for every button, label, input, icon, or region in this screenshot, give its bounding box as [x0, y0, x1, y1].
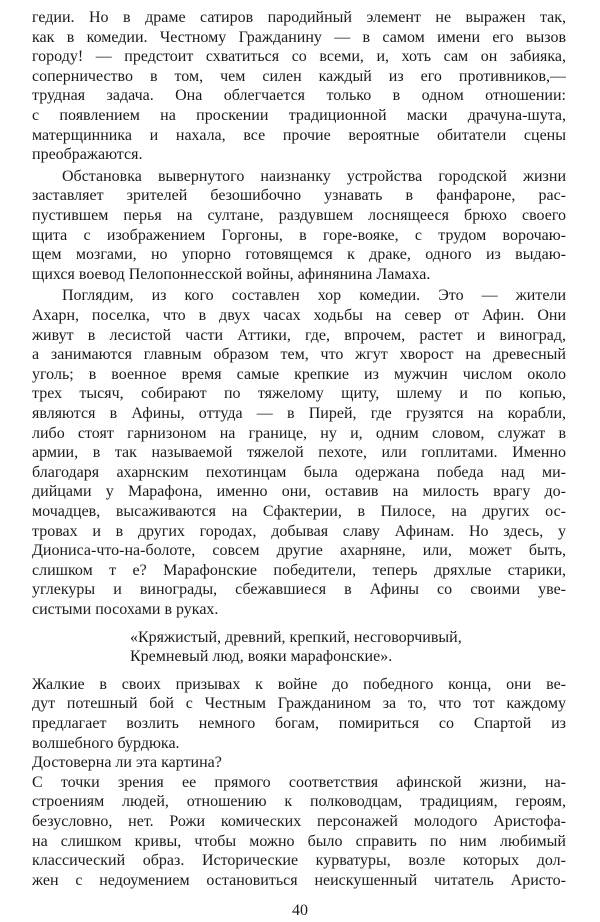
text-line: тровах и в других городах, добывая славу Афинам. Но здесь, у	[32, 522, 566, 540]
text-line: на слишком кривы, чтобы можно было справить по ним любимый	[32, 832, 566, 850]
text-line: благодаря ахарнским пехотинцам была одержана победа над ми-	[32, 463, 566, 481]
text-line: безусловно, нет. Рожи комических персонажей молодого Аристофа-	[32, 813, 566, 830]
text-line: трудная задача. Она облегчается только в одном отношении:	[32, 87, 566, 105]
text-line: матерщинника и нахала, все прочие вероятные обитатели сцены	[32, 126, 566, 144]
text-line: щита с изображением Горгоны, в горе-вояке, с трудом ворочаю-	[32, 226, 566, 244]
text-line: дут потешный бой с Честным Гражданином за то, что тот каждому	[32, 695, 566, 713]
text-line: дийцами у Марафона, именно они, оставив на милость врагу до-	[32, 483, 566, 501]
text-line: гедии. Но в драме сатиров пародийный элемент не выражен так,	[32, 9, 566, 26]
text-line: жен с недоумением остановиться неискушенный читатель Аристо-	[32, 871, 566, 889]
text-line: как в комедии. Честному Гражданину — в самом имени его вызов	[32, 28, 566, 46]
text-line: либо стоят гарнизоном на границе, ну и, одним словом, служат в	[32, 424, 566, 442]
text-line: заставляет зрителей безошибочно узнавать в фанфароне, рас-	[32, 187, 566, 205]
text-line: с появлением на проскении традиционной маски драчуна-шута,	[32, 107, 566, 124]
text-line: соперничество в том, чем силен каждый из его противников,—	[32, 67, 566, 85]
text-line: уголь; в военное время самые крепкие из мужчин числом около	[32, 365, 566, 383]
text-line: классический образ. Исторические курватуры, возле которых дол-	[32, 852, 566, 870]
text-line: трех тысяч, собирают по тяжелому щиту, шлему и по копью,	[32, 385, 566, 403]
text-line: мочадцев, высаживаются на Сфактерии, в Пилосе, на других ос-	[32, 503, 566, 520]
text-line: волшебного бурдюка.	[32, 734, 180, 752]
paragraph-first-line: Поглядим, из кого составлен хор комедии. Это — жители	[62, 287, 566, 305]
verse-quote-line: «Кряжистый, древний, крепкий, несговорчивый,	[130, 628, 462, 646]
paragraph-first-line: Обстановка вывернутого наизнанку устройства городской жизни	[62, 167, 566, 185]
text-line: Ахарн, поселка, что в двух часах ходьбы на север от Афин. Они	[32, 307, 566, 324]
text-line: городу! — предстоит схватиться со всеми, и, хоть сам он забияка,	[32, 48, 566, 66]
text-line: систыми посохами в руках.	[32, 601, 219, 618]
verse-quote-line: Кремневый люд, вояки марафонские».	[130, 648, 393, 666]
page-number: 40	[292, 902, 308, 920]
text-line: предлагает возлить немного богам, помириться со Спартой из	[32, 715, 566, 732]
text-line: армии, в так называемой тяжелой пехоте, или гоплитами. Именно	[32, 444, 566, 462]
text-line: щихся воевод Пелопоннесской войны, афинянина Ламаха.	[32, 265, 431, 283]
text-line: строениям людей, отношению к полководцам, традициям, героям,	[32, 793, 566, 811]
text-line: являются в Афины, оттуда — в Пирей, где грузятся на корабли,	[32, 405, 566, 422]
text-line: преображаются.	[32, 146, 143, 164]
text-line: слишком т е? Марафонские победители, теперь дряхлые старики,	[32, 561, 566, 579]
text-line: Жалкие в своих призывах к войне до победного конца, они ве-	[32, 675, 566, 693]
text-line: углекуры и винограды, сбежавшиеся в Афины со своими уве-	[32, 581, 566, 599]
text-line: Диониса-что-на-болоте, совсем другие ахарняне, или, может быть,	[32, 542, 566, 560]
text-line: а занимаются главным образом тем, что жгут хворост на древесный	[32, 346, 566, 364]
text-line: пустившем перья на султане, раздувшем лоснящееся брюхо своего	[32, 207, 566, 224]
text-line: Достоверна ли эта картина?	[32, 754, 222, 772]
text-line: живут в лесистой части Аттики, где, впрочем, растет и виноград,	[32, 326, 566, 344]
text-line: С точки зрения ее прямого соответствия афинской жизни, на-	[32, 773, 566, 791]
text-line: щем мозгами, но упорно готовящемся к драке, одного из выдаю-	[32, 246, 566, 264]
